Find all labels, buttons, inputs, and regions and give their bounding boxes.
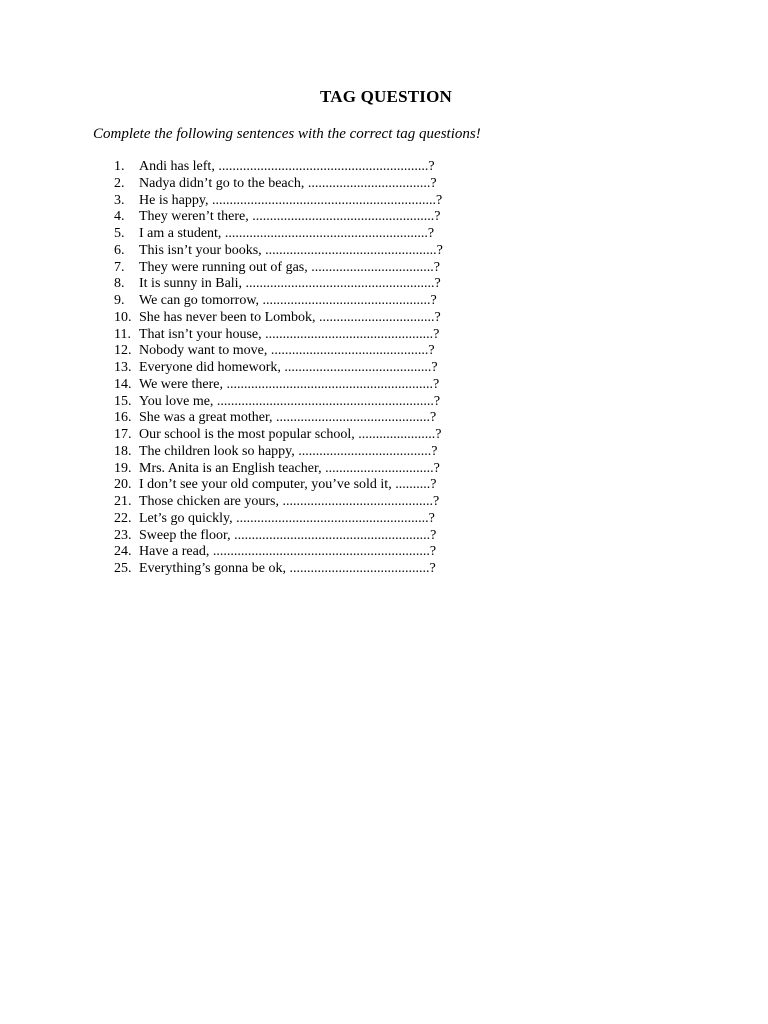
question-item: [114, 260, 443, 277]
question-number: 16.: [114, 410, 132, 426]
question-item: [114, 561, 443, 578]
question-item: [114, 293, 443, 310]
question-text: Nadya didn’t go to the beach, ...................................?: [139, 175, 437, 191]
question-number: 18.: [114, 443, 132, 459]
question-item: [114, 343, 443, 360]
question-item: [114, 193, 443, 210]
question-item: [114, 410, 443, 427]
question-text: I don’t see your old computer, you’ve sold it, ..........?: [139, 477, 437, 493]
question-number: 3.: [114, 192, 125, 208]
question-text: She was a great mother, ............................................?: [139, 410, 437, 426]
question-number: 21.: [114, 494, 132, 509]
question-number: 1.: [114, 159, 125, 174]
question-number: 4.: [114, 209, 125, 225]
question-number: 17.: [114, 427, 132, 442]
question-text: Sweep the floor, ........................................................?: [139, 527, 437, 543]
question-text: She has never been to Lombok, .................................?: [139, 309, 441, 325]
question-text: Have a read, ..............................................................?: [139, 544, 437, 560]
question-number: 19.: [114, 460, 132, 476]
question-item: [114, 477, 443, 494]
question-item: [114, 511, 443, 528]
question-item: [114, 494, 443, 511]
question-number: 9.: [114, 293, 125, 308]
question-text: The children look so happy, ......................................?: [139, 443, 438, 459]
question-text: We were there, ...........................................................?: [139, 376, 440, 392]
question-item: [114, 360, 443, 377]
question-text: Everything’s gonna be ok, ........................................?: [139, 561, 436, 576]
question-text: That isn’t your house, ................................................?: [139, 326, 440, 342]
question-number: 15.: [114, 393, 132, 409]
question-item: [114, 544, 443, 561]
question-number: 6.: [114, 242, 125, 258]
question-item: [114, 427, 443, 444]
instruction-text: Complete the following sentences with the correct tag questions!: [93, 126, 481, 142]
question-text: You love me, ..............................................................?: [139, 393, 441, 409]
question-item: [114, 377, 443, 394]
question-text: Everyone did homework, ..........................................?: [139, 360, 438, 375]
question-number: 8.: [114, 276, 125, 292]
question-list: [114, 159, 443, 578]
question-item: [114, 243, 443, 260]
question-text: Let’s go quickly, .......................................................?: [139, 510, 435, 526]
question-item: [114, 176, 443, 193]
question-item: [114, 461, 443, 478]
question-number: 23.: [114, 527, 132, 543]
question-number: 13.: [114, 360, 132, 375]
question-text: It is sunny in Bali, ......................................................?: [139, 276, 441, 292]
question-number: 14.: [114, 376, 132, 392]
question-number: 2.: [114, 175, 125, 191]
page-title: TAG QUESTION: [320, 87, 452, 106]
question-text: Our school is the most popular school, ......................?: [139, 427, 442, 442]
question-number: 20.: [114, 477, 132, 493]
question-text: He is happy, ................................................................?: [139, 192, 443, 208]
question-number: 5.: [114, 226, 125, 241]
question-number: 22.: [114, 510, 132, 526]
question-text: Nobody want to move, .............................................?: [139, 343, 435, 359]
question-item: [114, 528, 443, 545]
question-text: Andi has left, ............................................................?: [139, 159, 435, 174]
question-item: [114, 226, 443, 243]
question-text: Mrs. Anita is an English teacher, ...............................?: [139, 460, 440, 476]
question-text: I am a student, ..........................................................?: [139, 226, 435, 241]
question-text: They were running out of gas, ...................................?: [139, 259, 440, 275]
question-item: [114, 444, 443, 461]
question-number: 10.: [114, 309, 132, 325]
question-item: [114, 276, 443, 293]
question-number: 25.: [114, 561, 132, 576]
question-text: They weren’t there, ....................................................?: [139, 209, 441, 225]
question-text: We can go tomorrow, ................................................?: [139, 293, 437, 308]
question-number: 12.: [114, 343, 132, 359]
question-item: [114, 310, 443, 327]
question-text: Those chicken are yours, ...........................................?: [139, 494, 440, 509]
question-number: 11.: [114, 326, 131, 342]
question-item: [114, 159, 443, 176]
question-number: 7.: [114, 259, 125, 275]
question-number: 24.: [114, 544, 132, 560]
question-item: [114, 327, 443, 344]
question-item: [114, 394, 443, 411]
question-text: This isn’t your books, .................................................?: [139, 242, 443, 258]
question-item: [114, 209, 443, 226]
